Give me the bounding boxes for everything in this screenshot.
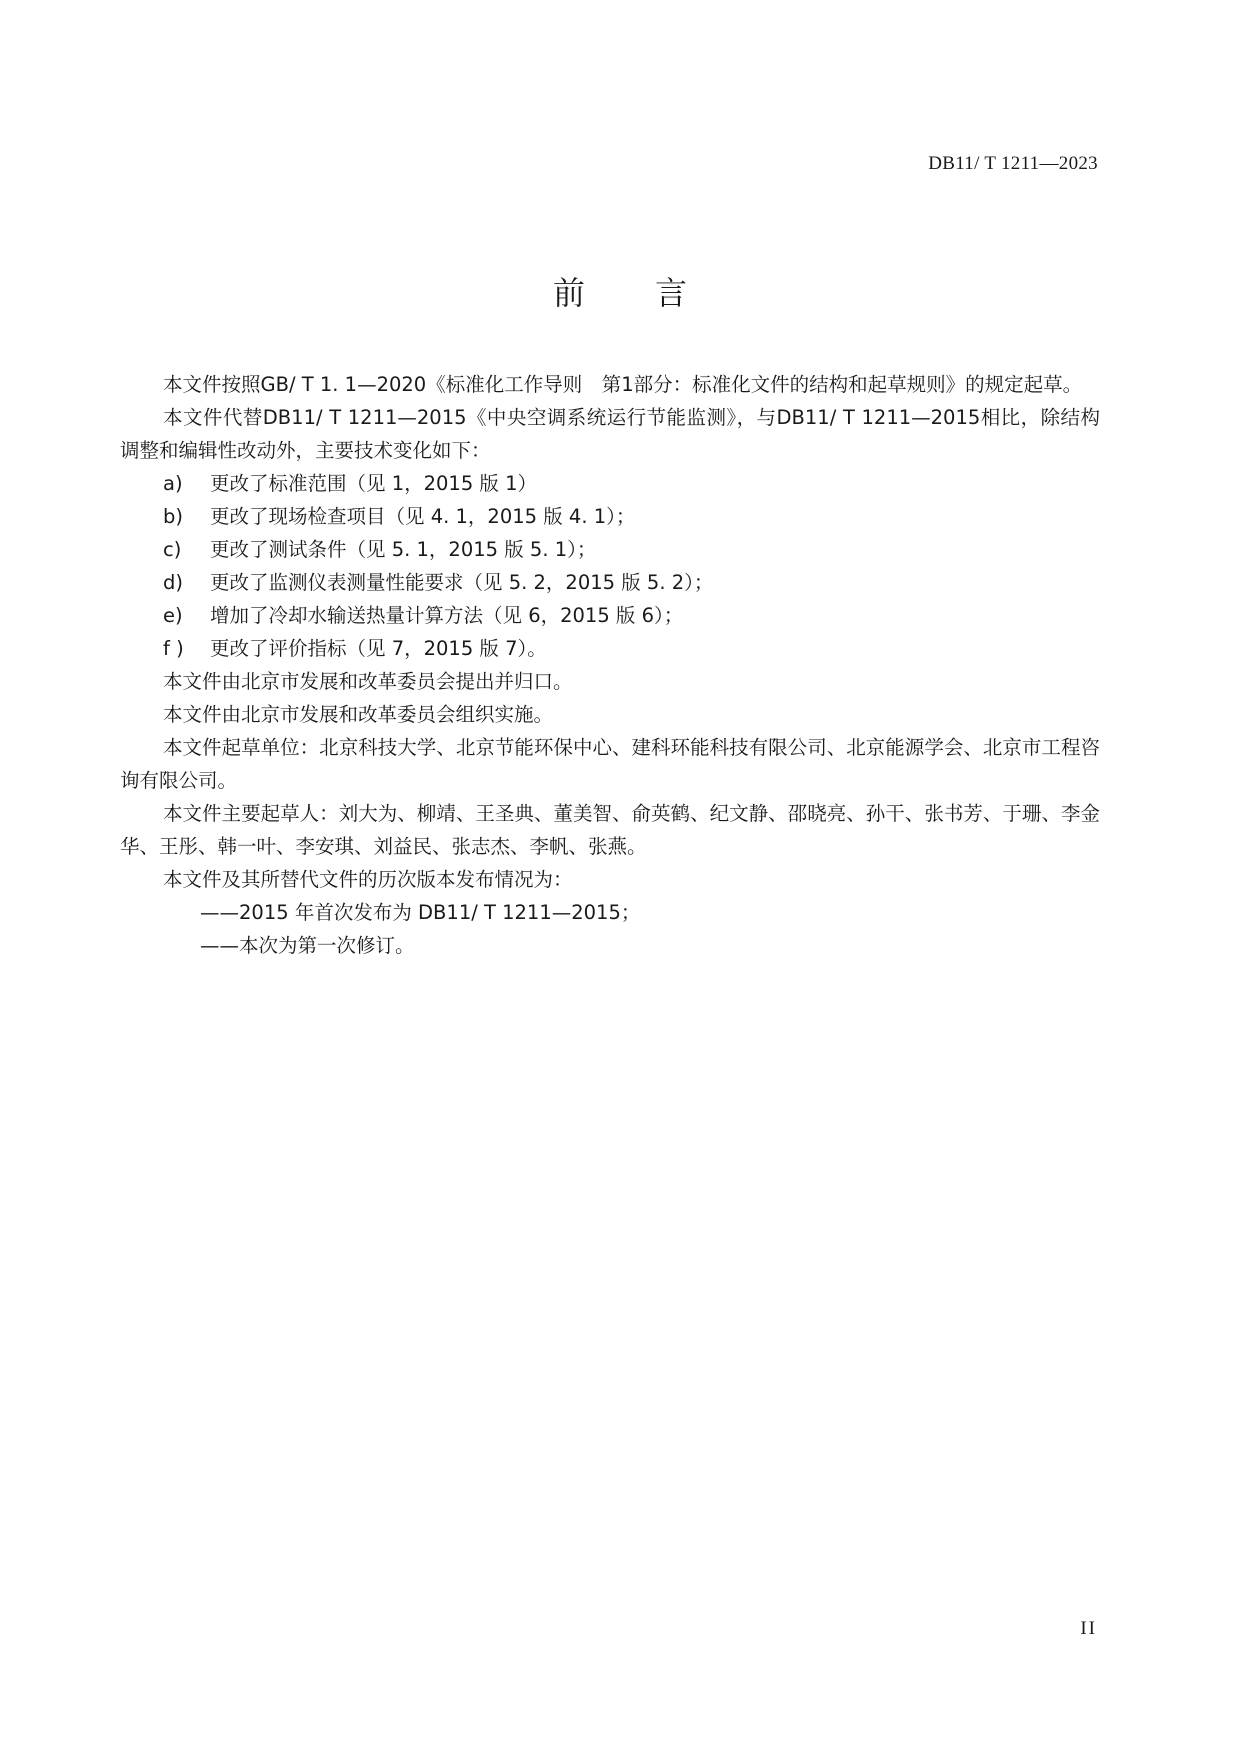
change-item-text: 更改了标准范围（见 1，2015 版 1）: [210, 472, 538, 495]
change-item: [120, 566, 1100, 599]
history-item: ——2015 年首次发布为 DB11/ T 1211—2015；: [200, 901, 641, 924]
change-item: [120, 467, 1100, 500]
change-item-marker: f ): [163, 637, 184, 660]
foreword-body: [120, 368, 1100, 962]
title-char-2: 言: [655, 274, 688, 312]
change-item: [120, 599, 1100, 632]
change-item-marker: a): [163, 472, 183, 495]
page-number: II: [1080, 1618, 1097, 1639]
change-item-marker: c): [163, 538, 182, 561]
paragraph-drafting-basis: 本文件按照GB/ T 1. 1—2020《标准化工作导则 第1部分：标准化文件的结构和起草规则》的规定起草。: [163, 373, 1083, 396]
document-code: DB11/ T 1211—2023: [928, 153, 1098, 174]
change-item-marker: e): [163, 604, 183, 627]
paragraph-replacement: 本文件代替DB11/ T 1211—2015《中央空调系统运行节能监测》，与DB11/ T 1211—2015相比，除结构调整和编辑性改动外，主要技术变化如下：: [120, 406, 1100, 462]
change-item-text: 更改了现场检查项目（见 4. 1，2015 版 4. 1）；: [210, 505, 636, 528]
change-item: [120, 500, 1100, 533]
title-char-1: 前: [552, 274, 585, 312]
change-item-text: 更改了评价指标（见 7，2015 版 7）。: [210, 637, 547, 660]
change-item-marker: d): [163, 571, 183, 594]
change-item: [120, 533, 1100, 566]
change-item: [120, 632, 1100, 665]
paragraph-proposer: 本文件由北京市发展和改革委员会提出并归口。: [163, 670, 573, 693]
change-item-text: 更改了测试条件（见 5. 1，2015 版 5. 1）；: [210, 538, 597, 561]
paragraph-implementer: 本文件由北京市发展和改革委员会组织实施。: [163, 703, 554, 726]
change-item-text: 增加了冷却水输送热量计算方法（见 6，2015 版 6）；: [210, 604, 684, 627]
paragraph-drafting-units: 本文件起草单位：北京科技大学、北京节能环保中心、建科环能科技有限公司、北京能源学会、北京市工程咨询有限公司。: [120, 736, 1100, 792]
history-item: ——本次为第一次修订。: [200, 934, 415, 957]
change-item-marker: b): [163, 505, 183, 528]
paragraph-history-intro: 本文件及其所替代文件的历次版本发布情况为：: [163, 868, 573, 891]
paragraph-drafters: 本文件主要起草人：刘大为、柳靖、王圣典、董美智、俞英鹤、纪文静、邵晓亮、孙干、张书芳、于珊、李金华、王彤、韩一叶、李安琪、刘益民、张志杰、李帆、张燕。: [120, 802, 1100, 858]
page-title: [0, 268, 1240, 314]
change-item-text: 更改了监测仪表测量性能要求（见 5. 2，2015 版 5. 2）；: [210, 571, 714, 594]
